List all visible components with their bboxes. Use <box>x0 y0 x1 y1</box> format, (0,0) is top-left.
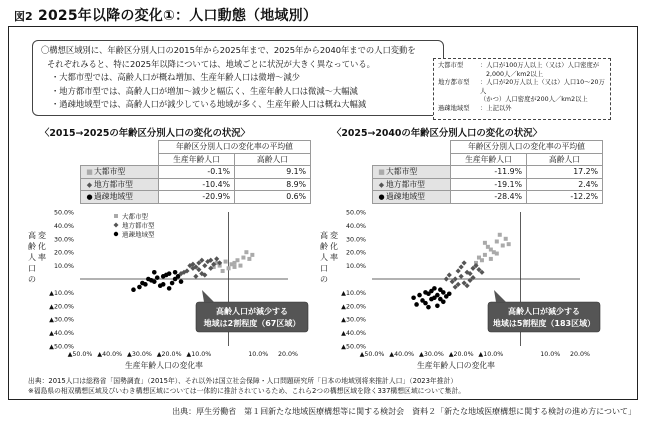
right-table-group-header: 年齢区分別人口の変化率の平均値 <box>451 141 603 154</box>
point-regional <box>202 263 207 268</box>
figure-title: 2025年以降の変化①：人口動態（地域別） <box>38 8 318 24</box>
point-rural <box>426 305 431 310</box>
def-text-metro-2: 2,000人／km2以上 <box>486 70 544 78</box>
diamond-marker-icon: ◆ <box>86 180 93 189</box>
row-label: 大都市型 <box>386 167 418 177</box>
point-rural <box>432 286 437 291</box>
left-regional-elderly: 8.9% <box>235 178 311 191</box>
left-table-col-elderly: 高齢人口 <box>235 153 311 166</box>
summary-intro: 〇構想区域別に、年齢区分別人口の2015年から2025年まで、2025年から2040年までの人口変動を <box>41 45 416 55</box>
right-rural-working: -28.4% <box>451 191 527 204</box>
left-table-col-working: 生産年齢人口 <box>159 153 235 166</box>
right-table-col-elderly: 高齢人口 <box>527 153 603 166</box>
y-tick-label: ▲20.0% <box>49 303 74 311</box>
y-tick-label: 40.0% <box>53 222 74 230</box>
point-rural <box>152 270 157 275</box>
left-stats-table <box>80 140 311 204</box>
point-rural <box>173 270 178 275</box>
left-metro-elderly: 9.1% <box>235 166 311 179</box>
y-tick-label: ▲30.0% <box>49 316 74 324</box>
legend-label: 過疎地域型 <box>122 230 155 239</box>
left-metro-working: -0.1% <box>159 166 235 179</box>
point-rural <box>438 297 443 302</box>
row-label: 過疎地域型 <box>94 192 133 202</box>
point-metro <box>227 266 231 270</box>
y-tick-label: ▲20.0% <box>341 303 366 311</box>
point-metro <box>483 241 487 245</box>
x-tick-label: ▲50.0% <box>67 351 93 358</box>
point-rural <box>447 291 452 296</box>
callout-pointer <box>494 290 506 302</box>
row-label: 地方都市型 <box>386 179 425 189</box>
source-note <box>28 377 465 396</box>
right-scatter-chart <box>312 200 612 370</box>
y-tick-label: ▲10.0% <box>49 289 74 297</box>
def-text-metro-1: ：人口が100万人以上（又は）人口密度が <box>480 62 600 69</box>
point-metro <box>250 253 254 257</box>
y-tick-label: ▲40.0% <box>49 330 74 338</box>
point-regional <box>214 256 219 261</box>
y-axis-label-char: 口 <box>320 264 328 273</box>
y-axis-label-char: 齢 <box>320 242 328 251</box>
left-regional-working: -10.4% <box>159 178 235 191</box>
x-tick-label: ▲10.0% <box>478 351 504 358</box>
callout-line-1: 高齢人口が減少する <box>216 307 288 316</box>
y-axis-label-char: の <box>28 275 36 284</box>
point-regional <box>447 272 452 277</box>
x-tick-label: ▲40.0% <box>97 351 123 358</box>
point-metro <box>224 260 228 264</box>
point-rural <box>140 281 145 286</box>
point-regional <box>459 274 464 279</box>
y-tick-label: 30.0% <box>345 236 366 244</box>
x-axis-label: 生産年齢人口の変化率 <box>417 361 495 370</box>
diamond-marker-icon: ◆ <box>378 180 385 189</box>
point-metro <box>501 244 505 248</box>
x-axis-label: 生産年齢人口の変化率 <box>125 361 203 370</box>
point-regional <box>444 276 449 281</box>
y-axis-label-char: の <box>320 275 328 284</box>
point-metro <box>221 269 225 273</box>
left-scatter-chart <box>20 200 320 370</box>
y-axis-label-char: 人 <box>28 253 36 262</box>
source-footer: 出典：厚生労働省 第１回新たな地域医療構想等に関する検討会 資料２「新たな地域医療構想に関する検討の進め方について」 <box>172 407 636 416</box>
legend-label: 地方都市型 <box>122 221 155 230</box>
table-row <box>81 178 311 191</box>
left-rural-working: -20.9% <box>159 191 235 204</box>
point-metro <box>235 258 239 262</box>
right-subtitle: 〈2025→2040の年齢区分別人口の変化の状況〉 <box>332 128 543 139</box>
y-axis-label-char: 率 <box>330 253 338 262</box>
left-table-group-header: 年齢区分別人口の変化率の平均値 <box>159 141 311 154</box>
source-note-line-2: ※福島県の相双構想区域及びいわき構想区域については一体的に推計されているため、これら2つの構想区域を除く337構想区域について集計。 <box>28 386 466 395</box>
y-axis-label-char: 口 <box>28 264 36 273</box>
point-rural <box>423 290 428 295</box>
x-tick-label: ▲30.0% <box>418 351 444 358</box>
y-tick-label: ▲50.0% <box>49 343 74 351</box>
point-metro <box>241 256 245 260</box>
y-axis-label-char: 齢 <box>28 242 36 251</box>
y-axis-label-char: 化 <box>38 242 46 251</box>
summary-bullet-rural: ・過疎地域型では、高齢人口が減少している地域が多く、生産年齢人口は概ね大幅減 <box>51 99 367 110</box>
square-marker-icon: ■ <box>378 168 385 177</box>
def-key-metro: 大都市型 <box>438 62 464 69</box>
point-regional <box>456 268 461 273</box>
y-axis-label-char: 変 <box>330 231 338 240</box>
point-rural <box>164 273 169 278</box>
y-axis-label-char: 人 <box>320 253 328 262</box>
figure-label: 図2 <box>14 10 33 23</box>
point-rural <box>137 285 142 290</box>
x-tick-label: 20.0% <box>277 351 299 358</box>
point-metro <box>504 237 508 241</box>
def-key-rural: 過疎地域型 <box>438 104 470 112</box>
y-tick-label: ▲40.0% <box>341 330 366 338</box>
def-text-regional-2: （かつ）人口密度が200人／km2以上 <box>480 96 588 104</box>
y-tick-label: 50.0% <box>53 209 74 217</box>
summary-box <box>32 40 444 116</box>
table-row <box>81 166 311 179</box>
x-tick-label: ▲20.0% <box>156 351 182 358</box>
y-tick-label: ▲10.0% <box>341 289 366 297</box>
row-label: 地方都市型 <box>94 179 133 189</box>
point-rural <box>414 302 419 307</box>
right-stats-table <box>372 140 603 204</box>
callout-line-2: 地域は2割程度（67区域） <box>203 319 301 328</box>
point-rural <box>435 304 440 309</box>
left-rural-elderly: 0.6% <box>235 191 311 204</box>
row-label: 過疎地域型 <box>386 192 425 202</box>
x-tick-label: ▲10.0% <box>186 351 212 358</box>
point-metro <box>498 233 502 237</box>
point-metro <box>247 257 251 261</box>
square-marker-icon: ■ <box>86 168 93 177</box>
point-rural <box>170 281 175 286</box>
def-key-regional: 地方都市型 <box>438 79 470 87</box>
point-rural <box>161 282 166 287</box>
x-tick-label: ▲30.0% <box>126 351 152 358</box>
definition-box <box>433 58 611 120</box>
point-rural <box>420 298 425 303</box>
x-tick-label: 10.0% <box>248 351 269 358</box>
legend-marker-regional <box>114 223 119 228</box>
point-regional <box>193 274 198 279</box>
point-rural <box>155 275 160 280</box>
y-tick-label: ▲50.0% <box>341 343 366 351</box>
legend-marker-rural <box>114 232 118 236</box>
point-metro <box>495 239 499 243</box>
point-rural <box>146 277 151 282</box>
right-regional-elderly: 2.4% <box>527 178 603 191</box>
y-tick-label: 10.0% <box>345 263 366 271</box>
point-metro <box>238 264 242 268</box>
table-row <box>373 166 603 179</box>
point-regional <box>462 260 467 265</box>
point-rural <box>131 287 136 292</box>
callout-line-1: 高齢人口が減少する <box>508 307 580 316</box>
y-tick-label: 20.0% <box>345 249 366 257</box>
legend-label: 大都市型 <box>122 212 148 221</box>
point-metro <box>495 252 499 256</box>
point-rural <box>417 293 422 298</box>
def-text-regional-1: ：人口が20万人以上（又は）人口10～20万人 <box>480 79 605 95</box>
right-rural-elderly: -12.2% <box>527 191 603 204</box>
right-metro-elderly: 17.2% <box>527 166 603 179</box>
y-tick-label: 10.0% <box>53 263 74 271</box>
x-tick-label: 10.0% <box>540 351 561 358</box>
y-axis-label-char: 化 <box>330 242 338 251</box>
point-metro <box>480 258 484 262</box>
point-rural <box>438 287 443 292</box>
summary-bullet-regional: ・地方都市型では、高齢人口が増加～減少と幅広く、生産年齢人口は微減～大幅減 <box>51 85 358 96</box>
def-text-rural: ：上記以外 <box>480 104 512 112</box>
y-axis-label-char: 高 <box>28 231 36 240</box>
callout-pointer <box>202 290 214 302</box>
point-metro <box>489 257 493 261</box>
y-axis-label-char: 変 <box>38 231 46 240</box>
point-metro <box>507 242 511 246</box>
legend-marker-metro <box>114 214 118 218</box>
source-note-line-1: 出典：2015人口は総務省「国勢調査」（2015年）、それ以外は国立社会保障・人口問題研究所「日本の地域別将来推計人口」（2023年推計） <box>28 377 458 385</box>
y-tick-label: ▲30.0% <box>341 316 366 324</box>
point-metro <box>486 245 490 249</box>
y-tick-label: 50.0% <box>345 209 366 217</box>
point-metro <box>244 250 248 254</box>
x-tick-label: ▲20.0% <box>448 351 474 358</box>
point-metro <box>233 265 237 269</box>
y-axis-label-char: 高 <box>320 231 328 240</box>
summary-intro-2: それぞれみると、特に2025年以降については、地域ごとに状況が大きく異なっている。 <box>47 58 375 69</box>
point-rural <box>176 274 181 279</box>
right-metro-working: -11.9% <box>451 166 527 179</box>
right-table-col-working: 生産年齢人口 <box>451 153 527 166</box>
y-tick-label: 20.0% <box>53 249 74 257</box>
x-tick-label: ▲50.0% <box>359 351 385 358</box>
point-rural <box>411 295 416 300</box>
y-tick-label: 30.0% <box>53 236 74 244</box>
point-metro <box>483 253 487 257</box>
circle-marker-icon: ● <box>378 193 385 202</box>
x-tick-label: 20.0% <box>569 351 591 358</box>
left-subtitle: 〈2015→2025の年齢区分別人口の変化の状況〉 <box>40 128 251 139</box>
y-axis-label-char: 率 <box>38 253 46 262</box>
point-rural <box>179 279 184 284</box>
right-regional-working: -19.1% <box>451 178 527 191</box>
circle-marker-icon: ● <box>86 193 93 202</box>
point-regional <box>459 264 464 269</box>
point-rural <box>432 295 437 300</box>
row-label: 大都市型 <box>94 167 126 177</box>
summary-bullet-metro: ・大都市型では、高齢人口が概ね増加、生産年齢人口は微増～減少 <box>51 72 300 83</box>
x-tick-label: ▲40.0% <box>389 351 415 358</box>
callout-line-2: 地域は5割程度（183区域） <box>492 319 596 328</box>
table-row <box>373 178 603 191</box>
point-rural <box>167 286 172 291</box>
y-tick-label: 40.0% <box>345 222 366 230</box>
